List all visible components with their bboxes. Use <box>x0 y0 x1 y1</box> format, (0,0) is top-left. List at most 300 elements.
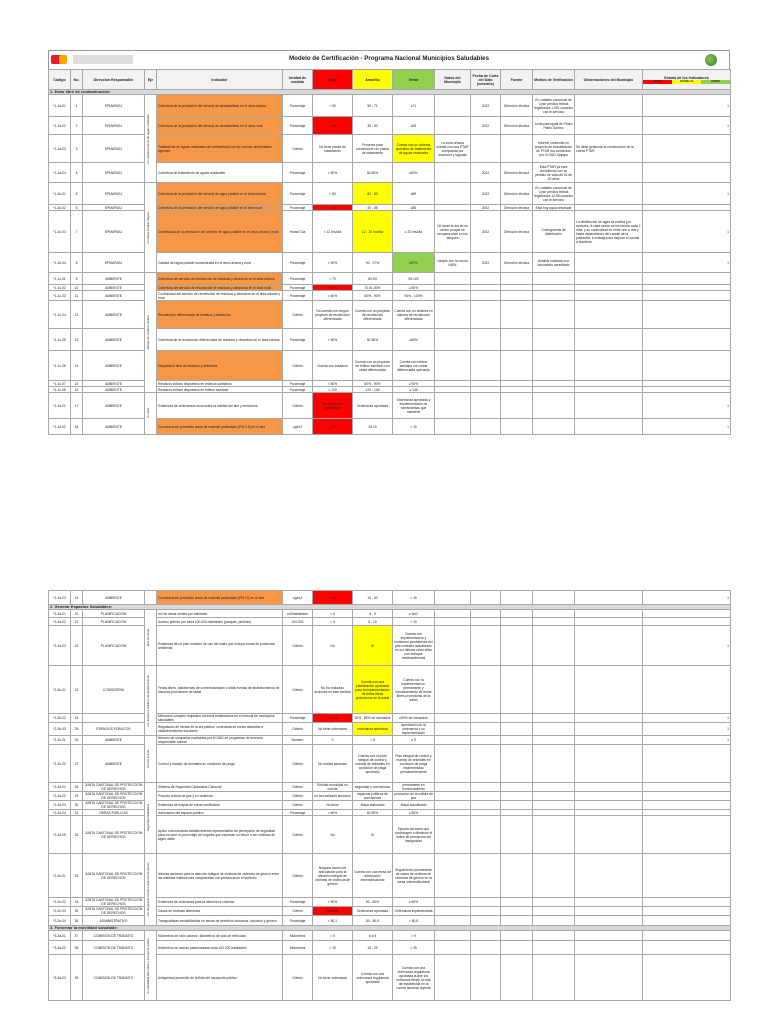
cell-datos <box>435 723 471 736</box>
table-row <box>49 783 731 792</box>
cell-codigo: *1-1a-02 <box>49 117 71 135</box>
cell-medios <box>533 666 575 714</box>
cell-indicador: Ferias libres, plataformas de comercialización o sitios formas de abastecimiento de insumos promotores de salud <box>157 666 283 714</box>
cell-no: 22 <box>71 626 83 666</box>
cell-observaciones <box>575 792 643 801</box>
cell-estado <box>643 801 731 810</box>
col-fuente: Fuente <box>501 70 533 90</box>
cell-unidad: Criterio <box>283 135 313 163</box>
cell-indicador: Sistema de Seguridad Ciudadana Cantonal <box>157 783 283 792</box>
cell-verde: Ejecuta acciones que contribuyen a disminuir el índice de percepción de inseguridad <box>393 816 435 854</box>
cell-unidad: Kilómetros <box>283 941 313 955</box>
cell-rojo: < 5 <box>313 618 353 626</box>
cell-estado <box>643 745 731 783</box>
cell-no: 37 <box>71 931 83 941</box>
cell-medios <box>533 816 575 854</box>
cell-fuente <box>501 393 533 419</box>
cell-no: 8 <box>71 253 83 273</box>
cell-direccion: JUNTA CANTONAL DE PROTECCIÓN DE DERECHOS <box>83 907 145 916</box>
cell-codigo: *1-1c-05 <box>49 329 71 351</box>
cell-direccion: JUNTA CANTONAL DE PROTECCIÓN DE DERECHOS <box>83 898 145 907</box>
cell-indicador: Cobertura de la prestación del servicio de agua potable en el área urbana <box>157 183 283 205</box>
cell-rojo: < 83 <box>313 183 353 205</box>
cell-no: 26 <box>71 736 83 745</box>
cell-indicador: Existencia de ordenanza para la atención a víctimas <box>157 898 283 907</box>
cell-observaciones <box>575 723 643 736</box>
cell-datos <box>435 801 471 810</box>
table-body-2a <box>49 591 731 605</box>
table-row <box>49 610 731 618</box>
cell-fecha <box>471 801 501 810</box>
cell-amarillo: 60% - 90% <box>353 291 393 301</box>
cell-rojo: < 60% <box>313 810 353 816</box>
cell-verde: ≥97% <box>393 253 435 273</box>
section-title-1: 1. Estar libre de contaminación: <box>49 90 731 95</box>
cell-codigo: *1-1a-03 <box>49 135 71 163</box>
cell-fecha <box>471 714 501 723</box>
cell-datos <box>435 783 471 792</box>
cell-codigo: *1-1a-01 <box>49 95 71 117</box>
cell-rojo: > 35 <box>313 419 353 435</box>
cell-no: 19 <box>71 591 83 605</box>
cell-estado <box>643 907 731 916</box>
cell-datos <box>435 183 471 205</box>
cell-medios <box>533 916 575 926</box>
cell-fuente <box>501 792 533 801</box>
cell-direccion: AMBIENTE <box>83 351 145 381</box>
cell-direccion: AMBIENTE <box>83 419 145 435</box>
cell-indicador: Residuos sólidos dispuestos en relleno sanitario <box>157 387 283 393</box>
cell-verde: 95-100 <box>393 273 435 285</box>
eje-label: Manejo de residuos Sólidos <box>146 315 150 350</box>
cell-datos <box>435 117 471 135</box>
eje-label: Ejes territorial <box>146 628 150 647</box>
cell-observaciones <box>575 610 643 618</box>
cell-observaciones <box>575 163 643 183</box>
cell-direccion: JUNTA CANTONAL DE PROTECCIÓN DE DERECHOS <box>83 816 145 854</box>
cell-verde: ≥ 20 hrs/día <box>393 211 435 253</box>
col-unidad: Unidad de medida <box>283 70 313 90</box>
cell-datos <box>435 745 471 783</box>
cell-rojo: < 30% <box>313 714 353 723</box>
col-datos: Datos del Municipio <box>435 70 471 90</box>
legend-amarillo: AMARILLO <box>672 80 701 84</box>
table-row <box>49 591 731 605</box>
certification-table-2 <box>48 590 731 1001</box>
cell-datos <box>435 931 471 941</box>
col-rojo: Rojo <box>313 70 353 90</box>
cell-observaciones <box>575 955 643 1001</box>
cell-indicador: Tratamiento de aguas residuales de conformidad con las normas ambientales vigentes <box>157 135 283 163</box>
cell-amarillo: Mapa elaborado <box>353 801 393 810</box>
cell-datos <box>435 854 471 898</box>
table-row <box>49 736 731 745</box>
cell-direccion: PLANIFICACIÓN <box>83 626 145 666</box>
cell-estado <box>643 301 731 329</box>
cell-amarillo: Si <box>353 626 393 666</box>
cell-codigo: *2-2e-02 <box>49 898 71 907</box>
cell-fuente <box>501 723 533 736</box>
cell-unidad: Porcentaje <box>283 329 313 351</box>
cell-verde: > 80,5 <box>393 916 435 926</box>
cell-indicador: Cobertura de tratamiento de aguas residuales <box>157 163 283 183</box>
cell-unidad: Porcentaje <box>283 381 313 387</box>
eje-label: con Respuesta Social a violencia de género <box>146 862 150 917</box>
cell-direccion: AMBIENTE <box>83 285 145 291</box>
cell-amarillo: Sí <box>353 816 393 854</box>
cell-codigo: *2-2d-02 <box>49 792 71 801</box>
cell-codigo: *1-1d-02 <box>49 419 71 435</box>
cell-rojo: > 50 <box>313 591 353 605</box>
cell-rojo: < 80% <box>313 381 353 387</box>
cell-rojo: < 5 <box>313 931 353 941</box>
col-direccion: Dirección Responsable <box>83 70 145 90</box>
cell-amarillo: 30% - 80% de mercados <box>353 714 393 723</box>
sheet-page-1 <box>48 50 730 435</box>
cell-amarillo: espacios públicos de convivencia <box>353 792 393 801</box>
cell-fecha <box>471 626 501 666</box>
cell-datos <box>435 163 471 183</box>
cell-direccion: JUNTA CANTONAL DE PROTECCIÓN DE DERECHOS <box>83 854 145 898</box>
cell-medios <box>533 273 575 285</box>
table-row <box>49 393 731 419</box>
cell-fuente: Dirección técnica <box>501 183 533 205</box>
cell-estado: 1 <box>643 393 731 419</box>
cell-estado <box>643 666 731 714</box>
cell-no: 1 <box>71 95 83 117</box>
cell-unidad: Criterio <box>283 955 313 1001</box>
cell-fuente <box>501 351 533 381</box>
cell-no: 31 <box>71 810 83 816</box>
cell-indicador: Concentración promedio anual de material particulado (PM 10) en el aire <box>157 591 283 605</box>
cell-no: 21 <box>71 618 83 626</box>
cell-fuente <box>501 816 533 854</box>
cell-observaciones <box>575 329 643 351</box>
legend-rojo: ROJO <box>643 80 672 84</box>
cell-indicador: Existencia de un plan maestro de uso del suelo que incluya zonas de protección ambiental <box>157 626 283 666</box>
cell-fuente <box>501 626 533 666</box>
cell-fecha: 2022 <box>471 117 501 135</box>
cell-unidad: Porcentaje <box>283 898 313 907</box>
cell-no: 23 <box>71 666 83 714</box>
cell-codigo: *2-2d-04 <box>49 810 71 816</box>
cell-observaciones <box>575 117 643 135</box>
cell-eje <box>145 736 157 783</box>
cell-verde: ≥80% <box>393 329 435 351</box>
cell-direccion: CONSEJERÍA <box>83 666 145 714</box>
cell-fuente <box>501 419 533 435</box>
cell-amarillo: 80% - 90% <box>353 381 393 387</box>
cell-fecha <box>471 273 501 285</box>
cell-amarillo: seguridad y convivencia <box>353 783 393 792</box>
cell-unidad: Porcentaje <box>283 916 313 926</box>
cell-amarillo: Cuenta con una planificación aprobada para la implementación de ferias libres promotoras de la salud <box>353 666 393 714</box>
cell-estado <box>643 898 731 907</box>
cell-fuente <box>501 736 533 745</box>
cell-indicador: Mercados cumplen requisitos mínimos establecidos en el manual de municipios saludables <box>157 714 283 723</box>
cell-estado <box>643 351 731 381</box>
cell-codigo: *2-2b-03 <box>49 723 71 736</box>
cell-amarillo: Cuenta con una ordenanza regulatoria aprobada <box>353 955 393 1001</box>
cell-estado <box>643 941 731 955</box>
estado-label: Estado de los Indicadores <box>664 75 709 80</box>
cell-estado: 1 <box>643 211 731 253</box>
cell-no: 4 <box>71 163 83 183</box>
cell-direccion: AMBIENTE <box>83 329 145 351</box>
cell-fecha <box>471 745 501 783</box>
cell-codigo: *1-1c-02 <box>49 285 71 291</box>
cell-indicador: Cobertura de la recolección diferenciada de residuos y desechos en el área urbana <box>157 329 283 351</box>
cell-medios <box>533 854 575 898</box>
cell-medios <box>533 301 575 329</box>
cell-indicador: Articula acciones para la atención integral de víctimas de violencia de género entre las distintas instituciones competentes con presencia en el territorio <box>157 854 283 898</box>
cell-observaciones <box>575 351 643 381</box>
cell-datos <box>435 626 471 666</box>
cell-direccion: PLANIFICACIÓN <box>83 618 145 626</box>
cell-codigo: *1-1c-06 <box>49 351 71 381</box>
cell-codigo: *2-2e-01 <box>49 854 71 898</box>
cell-fecha <box>471 783 501 792</box>
cell-unidad: Criterio <box>283 783 313 792</box>
certification-table-1 <box>48 69 731 435</box>
cell-rojo: No realiza acciones <box>313 745 353 783</box>
cell-amarillo: 50 - 80% <box>353 898 393 907</box>
cell-no: 32 <box>71 816 83 854</box>
cell-fecha <box>471 736 501 745</box>
cell-verde: aprobación de la ordenanza y su implementación <box>393 723 435 736</box>
estado-legend <box>643 80 730 84</box>
cell-codigo: *1-1d-03 <box>49 591 71 605</box>
cell-unidad: m2/habitantes <box>283 610 313 618</box>
cell-datos <box>435 792 471 801</box>
cell-medios <box>533 931 575 941</box>
cell-direccion: EPMAPASJ <box>83 135 145 163</box>
cell-direccion: JUNTA CANTONAL DE PROTECCIÓN DE DERECHOS <box>83 801 145 810</box>
cell-direccion: PLANIFICACIÓN <box>83 610 145 618</box>
cell-observaciones: La distribución de agua se realiza por sectores. A cada sector se les brinda cada 2 días, y su continuidad es entre uno a dos y hasta dependiendo del caudal de la población, lo trabaja para mejorar el caudal a bombear <box>575 211 643 253</box>
col-fecha: Fecha de Corte del Dato (mes/año) <box>471 70 501 90</box>
col-obs: Observaciones del Municipio <box>575 70 643 90</box>
cell-verde: promoción de la cultura de paz <box>394 792 433 800</box>
cell-rojo: < 40 <box>313 205 353 211</box>
cell-amarillo: 50-80% <box>353 329 393 351</box>
cell-codigo: *3-3a-01 <box>49 931 71 941</box>
cell-direccion: EPMAPASJ <box>83 183 145 205</box>
cell-codigo: *2-2a-02 <box>49 618 71 626</box>
cell-estado <box>643 135 731 163</box>
cell-datos <box>435 291 471 301</box>
cell-fuente <box>501 854 533 898</box>
cell-fuente <box>501 329 533 351</box>
cell-medios <box>533 714 575 723</box>
cell-medios <box>533 351 575 381</box>
cell-fecha <box>471 393 501 419</box>
cell-unidad: Criterio <box>283 801 313 810</box>
sheet-header <box>48 50 730 69</box>
cell-verde: Cuenta con relleno sanitario con celda diferenciada operando <box>393 351 435 381</box>
table-row <box>49 854 731 898</box>
cell-observaciones <box>575 618 643 626</box>
cell-direccion: ESPACIOS PÚBLICOS <box>83 723 145 736</box>
cell-verde: ≥80% de mercados <box>393 714 435 723</box>
cell-codigo: *2-2e-03 <box>49 907 71 916</box>
cell-estado: 1 <box>643 723 731 736</box>
cell-no: 2 <box>71 117 83 135</box>
cell-fecha: 2022 <box>471 253 501 273</box>
cell-rojo: < 50% <box>313 163 353 183</box>
cell-datos <box>435 273 471 285</box>
cell-amarillo: 60-80% <box>353 810 393 816</box>
cell-verde: ≥89 <box>393 183 435 205</box>
cell-fuente <box>501 618 533 626</box>
col-eje: Eje <box>145 70 157 90</box>
cell-fecha <box>471 816 501 854</box>
cell-medios <box>533 610 575 618</box>
cell-fecha <box>471 898 501 907</box>
cell-fuente <box>501 931 533 941</box>
cell-rojo: Entidad municipal no cuenta <box>313 783 353 792</box>
cell-verde: ≥71 <box>393 95 435 117</box>
cell-direccion: AMBIENTE <box>83 291 145 301</box>
cell-observaciones <box>575 783 643 792</box>
cell-fecha: 2022 <box>471 205 501 211</box>
cell-verde: permanente en funcionamiento <box>393 783 435 792</box>
cell-unidad: Criterio <box>283 816 313 854</box>
cell-codigo: *3-3a-02 <box>49 941 71 955</box>
cell-no: 6 <box>71 205 83 211</box>
cell-verde: Mapa actualizado <box>393 801 435 810</box>
cell-fecha <box>471 907 501 916</box>
table-header-1 <box>49 70 731 95</box>
cell-medios <box>533 745 575 783</box>
cell-datos <box>435 898 471 907</box>
cell-indicador: Disposición final de residuos y desechos <box>157 351 283 381</box>
cell-indicador: m2 de áreas verdes por habitante <box>157 610 283 618</box>
cell-unidad: Porcentaje <box>283 273 313 285</box>
cell-no: 18 <box>71 419 83 435</box>
cell-estado <box>643 792 731 801</box>
col-verde: Verde <box>393 70 435 90</box>
cell-estado: 1 <box>643 626 731 666</box>
cell-observaciones <box>575 95 643 117</box>
cell-fuente <box>501 610 533 618</box>
cell-verde: Ordenanza aprobada y implementación de herramientas que mantiene <box>393 393 435 419</box>
col-no: No. <box>71 70 83 90</box>
cell-direccion: OBRAS PÚBLICAS <box>83 810 145 816</box>
cell-codigo: *2-2c-01 <box>49 736 71 745</box>
table-row <box>49 273 731 285</box>
cell-codigo: *2-2c-02 <box>49 745 71 783</box>
col-medios: Medios de Verificación <box>533 70 575 90</box>
cell-observaciones <box>575 666 643 714</box>
cell-codigo: *3-3a-03 <box>49 955 71 1001</box>
cell-indicador: Número de campañas realizadas por el GAD en programas de tenencia responsable animal <box>157 736 283 745</box>
cell-unidad: Porcentaje <box>283 183 313 205</box>
cell-direccion: AMBIENTE <box>83 591 145 605</box>
cell-unidad: Porcentaje <box>283 253 313 273</box>
cell-medios: En catastro comercial de Cpse predios mixtos registrados 1.951 usuarios con el servicio <box>533 95 575 117</box>
cell-verde: > 10 <box>393 618 435 626</box>
cell-observaciones <box>575 714 643 723</box>
cell-eje <box>145 610 157 666</box>
cell-rojo: < 50 <box>313 95 353 117</box>
cell-estado <box>643 955 731 1001</box>
cell-no: 39 <box>71 955 83 1001</box>
cell-amarillo: 70,01-80% <box>353 285 393 291</box>
cell-no: 11 <box>71 291 83 301</box>
cell-no: 25 <box>71 723 83 736</box>
cell-no: 17 <box>71 393 83 419</box>
cell-no: 10 <box>71 285 83 291</box>
cell-medios: Análisis realizado por laboratorio acreditado <box>533 253 575 273</box>
cell-fecha <box>471 618 501 626</box>
cell-fecha <box>471 854 501 898</box>
cell-fuente <box>501 907 533 916</box>
cell-unidad: Criterio <box>283 666 313 714</box>
cell-no: 24 <box>71 714 83 723</box>
cell-medios: Junta parroquial de Pedro Pablo Gómez <box>533 117 575 135</box>
cell-fuente <box>501 898 533 907</box>
cell-unidad: Porcentaje <box>283 810 313 816</box>
cell-estado: 1 <box>643 253 731 273</box>
cell-verde: < 15 <box>393 419 435 435</box>
cell-verde: Seguimiento permanente de casos de víctimas de violencia de género en la mesa interinstitucional <box>393 854 435 898</box>
cell-fecha <box>471 351 501 381</box>
cell-medios <box>533 898 575 907</box>
cell-amarillo: ordenanza aprobada <box>353 723 393 736</box>
cell-estado <box>643 931 731 941</box>
col-amarillo: Amarillo <box>353 70 393 90</box>
table-body-1 <box>49 95 731 435</box>
cell-eje <box>145 95 157 183</box>
cell-fuente <box>501 301 533 329</box>
cell-verde: Cuenta con implementación y monitoreo permanente del plan maestro actualizado en los últimos cinco años con enfoque medioambiental <box>393 626 435 666</box>
cell-unidad: Kilómetros <box>283 931 313 941</box>
cell-no: 20 <box>71 610 83 618</box>
cell-direccion: EPMAPASJ <box>83 163 145 183</box>
cell-observaciones <box>575 907 643 916</box>
cell-observaciones <box>575 854 643 898</box>
cell-codigo: *1-1c-01 <box>49 273 71 285</box>
cell-fuente <box>501 291 533 301</box>
cell-rojo: < 90% <box>313 253 353 273</box>
cell-fuente <box>501 714 533 723</box>
cell-no: 35 <box>71 907 83 916</box>
cell-indicador: Continuidad de la prestación del servicio de agua potable en el área urbana y rural <box>157 211 283 253</box>
cell-verde: ≥53 <box>393 117 435 135</box>
municipality-logo-icon <box>705 54 717 66</box>
cell-verde: < 15 <box>393 591 435 605</box>
cell-verde: ≥ 80% <box>393 898 435 907</box>
cell-indicador: Iluminación del espacio público <box>157 810 283 816</box>
cell-codigo: *1-1d-01 <box>49 393 71 419</box>
cell-observaciones <box>575 419 643 435</box>
cell-medios <box>533 907 575 916</box>
cell-no: 3 <box>71 135 83 163</box>
cell-indicador: Cobertura del servicio de recolección de residuos y desechos en el área rural <box>157 285 283 291</box>
cell-observaciones <box>575 941 643 955</box>
cell-rojo: Ninguna acción de articulación para la atención integral de víctimas de violencia de género <box>313 854 353 898</box>
cell-codigo: *1-1a-04 <box>49 163 71 183</box>
cell-fuente: Dirección técnica <box>501 117 533 135</box>
cell-unidad: Porcentaje <box>283 387 313 393</box>
col-codigo: Código <box>49 70 71 90</box>
cell-fecha <box>471 329 501 351</box>
cell-fecha: 2022 <box>471 95 501 117</box>
cell-rojo: < 50% <box>313 329 353 351</box>
cell-observaciones <box>575 745 643 783</box>
cell-indicador: Cobertura de la prestación del servicio de alcantarillado en el área urbana <box>157 95 283 117</box>
